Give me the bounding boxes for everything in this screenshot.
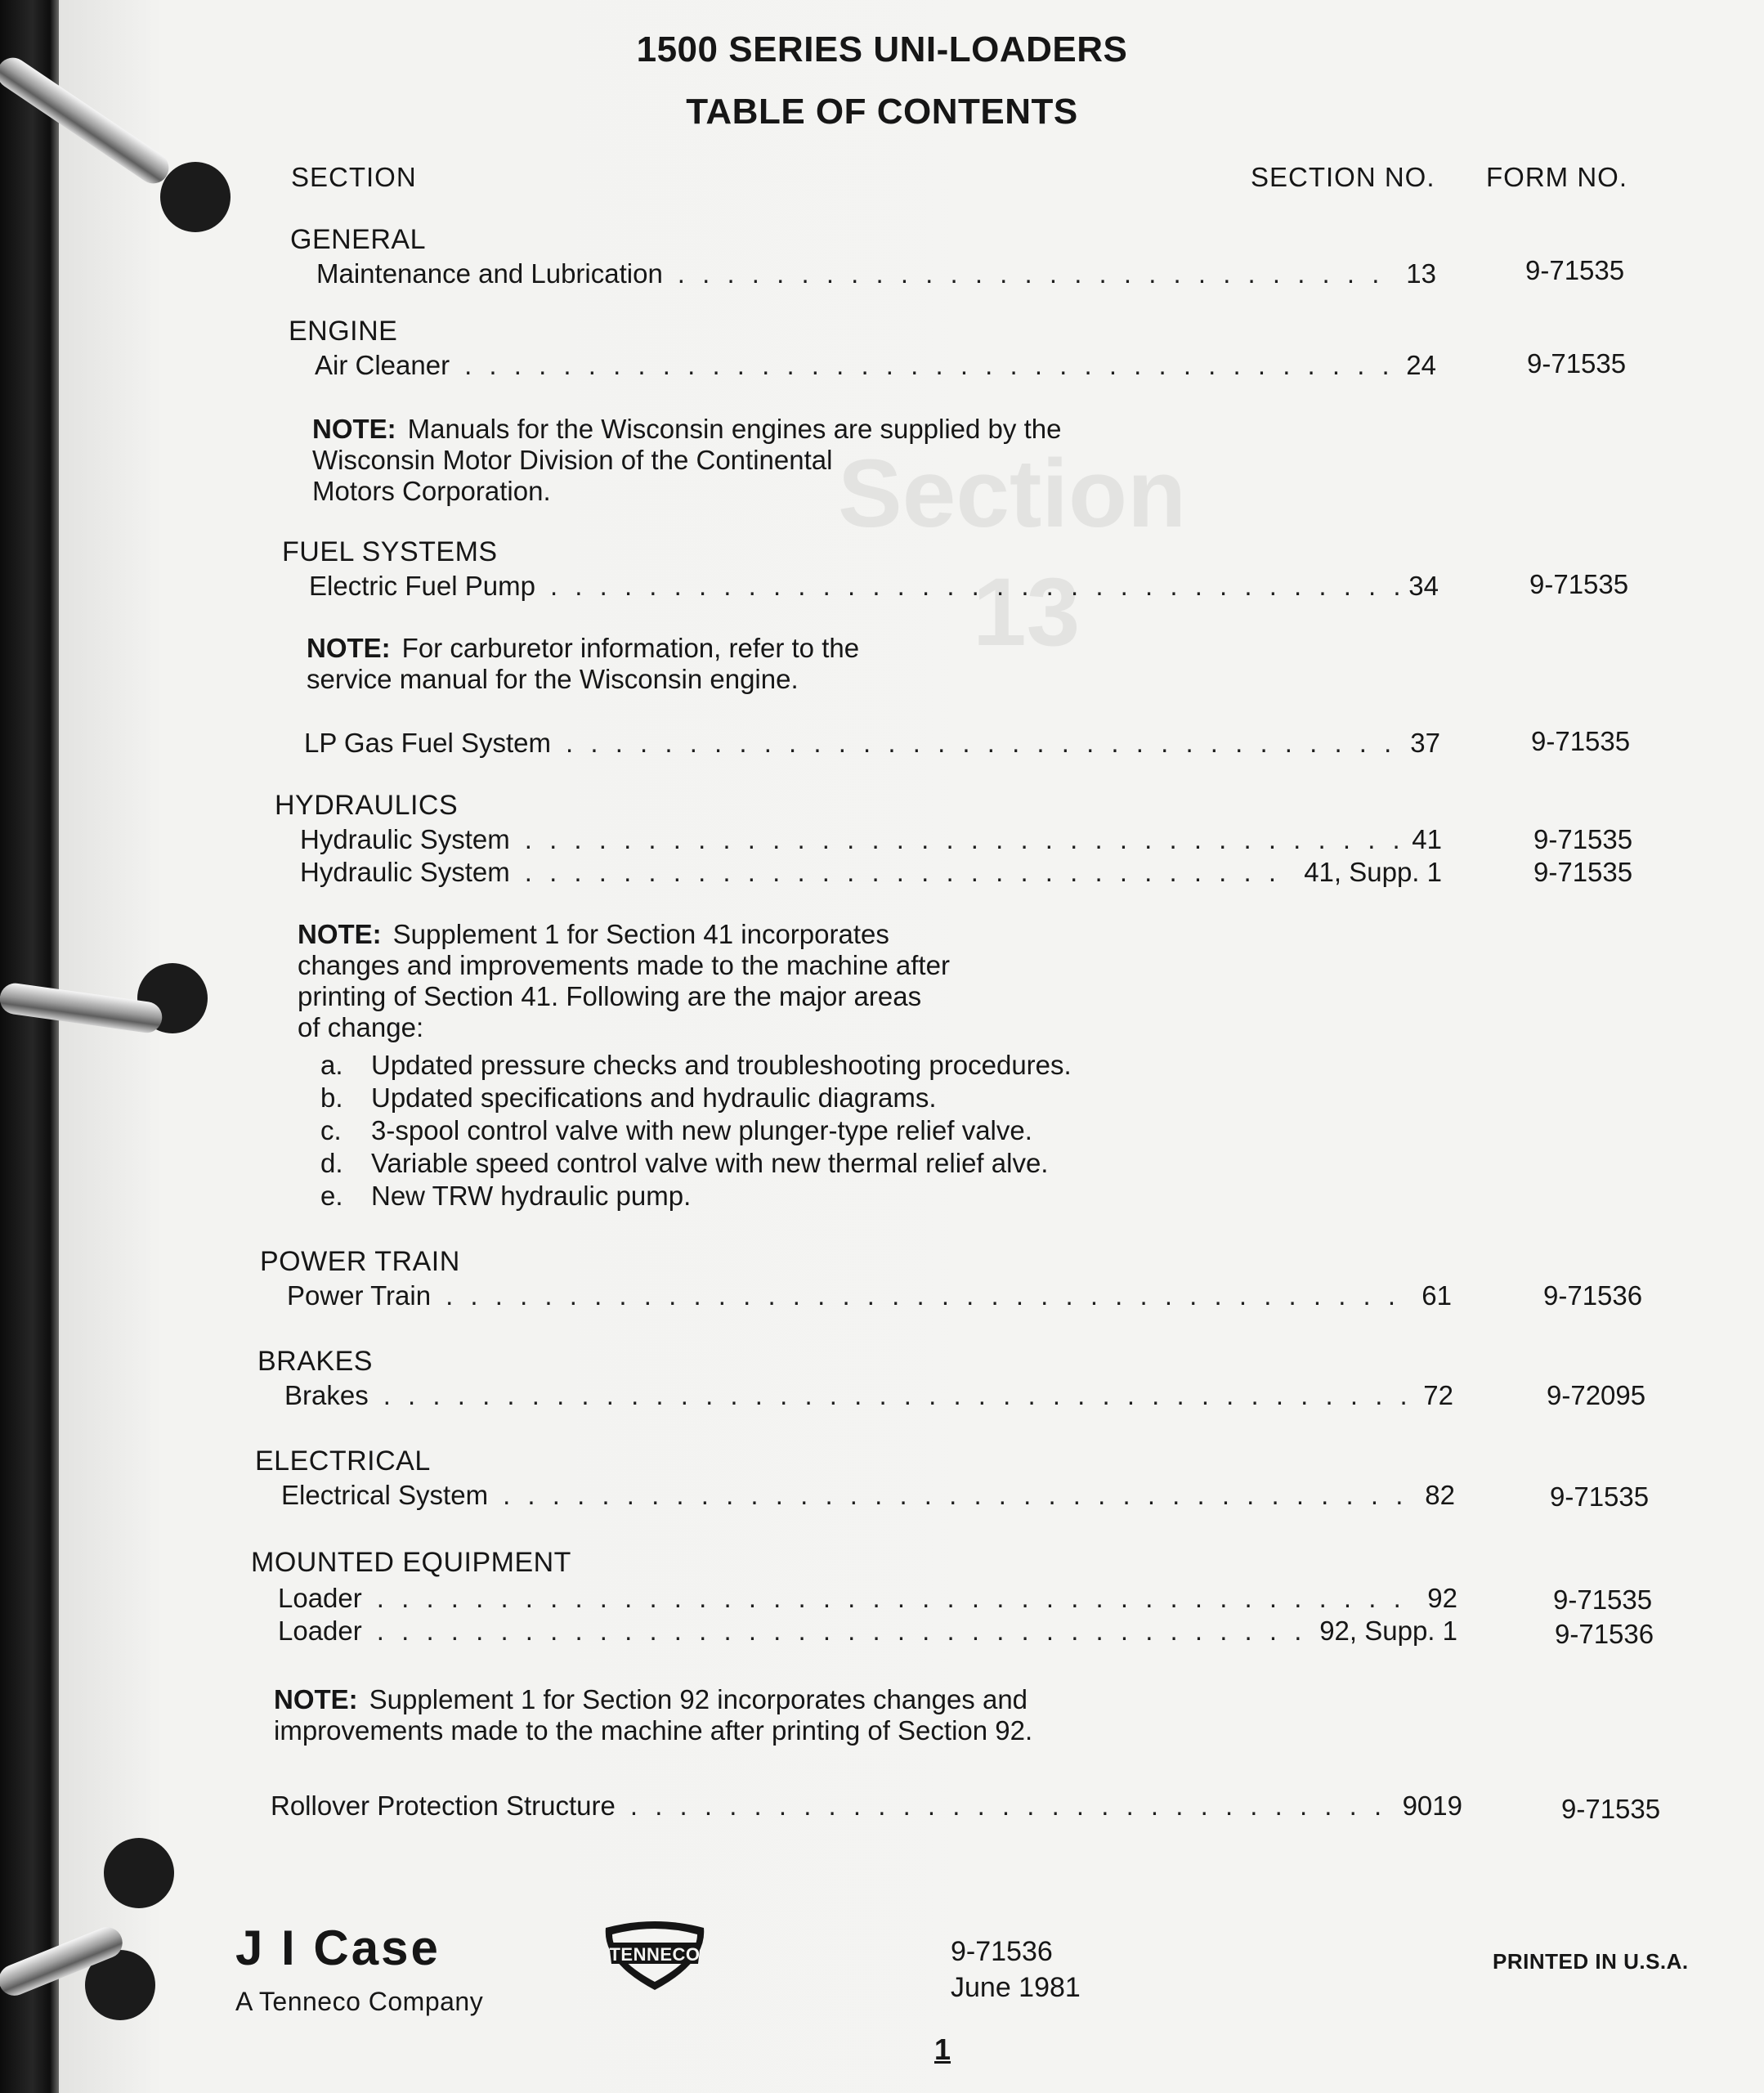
toc-entry [278, 1616, 1457, 1647]
document-title: 1500 SERIES UNI-LOADERS [636, 29, 1128, 69]
page-number: 1 [934, 2032, 951, 2066]
toc-entry [271, 1790, 1462, 1822]
column-heading-section: SECTION [291, 162, 417, 192]
leader-dots [377, 1616, 1310, 1647]
entry-form-no: 9-71535 [1561, 1794, 1661, 1824]
entry-form-no: 9-71535 [1553, 1584, 1653, 1615]
category-heading: GENERAL [290, 224, 426, 255]
entry-form-no: 9-71536 [1555, 1619, 1654, 1649]
list-text: New TRW hydraulic pump. [371, 1181, 692, 1211]
toc-entry [304, 728, 1440, 759]
list-item [320, 1180, 1072, 1212]
toc-entry [278, 1583, 1457, 1614]
note-text: of change: [298, 1012, 424, 1042]
entry-label: Loader [278, 1583, 362, 1613]
company-logo: J I Case [235, 1920, 441, 1975]
category-heading: MOUNTED EQUIPMENT [251, 1547, 571, 1578]
toc-entry [300, 824, 1442, 855]
entry-form-no: 9-71535 [1529, 569, 1629, 599]
entry-section-no: 41 [1412, 824, 1442, 854]
note-text: Supplement 1 for Section 41 incorporates [392, 919, 889, 949]
list-marker: e. [320, 1181, 343, 1211]
note-text: Manuals for the Wisconsin engines are supplied by the [407, 414, 1062, 444]
entry-section-no: 92, Supp. 1 [1319, 1616, 1457, 1646]
list-item [320, 1049, 1072, 1082]
note-text: Motors Corporation. [312, 476, 551, 506]
entry-form-no: 9-71535 [1531, 726, 1631, 756]
engine-note [312, 414, 1061, 507]
entry-form-no: 9-71536 [1543, 1280, 1643, 1311]
list-marker: c. [320, 1115, 342, 1145]
leader-dots [678, 258, 1396, 289]
leader-dots [550, 571, 1399, 602]
category-heading: POWER TRAIN [260, 1246, 460, 1277]
note-text: service manual for the Wisconsin engine. [307, 664, 799, 694]
leader-dots [503, 1480, 1415, 1511]
entry-section-no: 9019 [1402, 1790, 1462, 1821]
show-through-text: Section [838, 440, 1187, 548]
note-label: NOTE: [312, 414, 396, 444]
entry-section-no: 92 [1427, 1583, 1457, 1613]
category-heading: HYDRAULICS [275, 790, 459, 821]
entry-section-no: 13 [1406, 258, 1436, 289]
entry-form-no: 9-71535 [1533, 857, 1633, 887]
leader-dots [525, 857, 1294, 888]
entry-form-no: 9-71535 [1527, 348, 1627, 379]
entry-label: Hydraulic System [300, 824, 510, 854]
list-marker: d. [320, 1148, 343, 1178]
entry-label: Maintenance and Lubrication [316, 258, 663, 289]
show-through-text: 13 [973, 558, 1081, 666]
category-heading: ENGINE [289, 316, 398, 347]
document-page [59, 0, 1764, 2093]
entry-form-no: 9-72095 [1547, 1380, 1646, 1410]
entry-form-no: 9-71535 [1525, 255, 1625, 285]
footer-form-number: 9-71536 [951, 1936, 1053, 1967]
entry-section-no: 61 [1421, 1280, 1452, 1311]
entry-label: Electrical System [281, 1480, 489, 1510]
entry-label: Rollover Protection Structure [271, 1790, 616, 1821]
leader-dots [383, 1380, 1414, 1411]
list-text: Updated pressure checks and troubleshooting procedures. [371, 1050, 1072, 1080]
entry-label: LP Gas Fuel System [304, 728, 552, 758]
entry-section-no: 24 [1406, 350, 1436, 380]
entry-label: Loader [278, 1616, 362, 1646]
mounted-note [274, 1684, 1032, 1746]
leader-dots [525, 824, 1403, 855]
entry-section-no: 72 [1423, 1380, 1453, 1410]
entry-label: Electric Fuel Pump [309, 571, 535, 601]
toc-entry [281, 1480, 1455, 1511]
entry-form-no: 9-71535 [1533, 824, 1633, 854]
entry-form-no: 9-71535 [1550, 1481, 1650, 1512]
column-heading-form-no: FORM NO. [1486, 162, 1627, 192]
change-list [320, 1049, 1072, 1212]
category-heading: FUEL SYSTEMS [282, 536, 498, 567]
entry-label: Air Cleaner [315, 350, 450, 380]
note-text: For carburetor information, refer to the [401, 633, 860, 663]
entry-section-no: 37 [1410, 728, 1440, 758]
fuel-note [307, 633, 859, 695]
binder-spine [0, 0, 59, 2093]
note-label: NOTE: [298, 919, 382, 949]
leader-dots [566, 728, 1400, 759]
entry-section-no: 34 [1408, 571, 1439, 601]
note-text: changes and improvements made to the machine after [298, 950, 950, 980]
entry-label: Brakes [284, 1380, 369, 1410]
printed-in-usa: PRINTED IN U.S.A. [1493, 1949, 1689, 1974]
toc-entry [287, 1280, 1452, 1311]
entry-label: Power Train [287, 1280, 432, 1311]
list-text: Variable speed control valve with new thermal relief alve. [371, 1148, 1049, 1178]
note-text: printing of Section 41. Following are the major areas [298, 981, 922, 1011]
entry-section-no: 41, Supp. 1 [1304, 857, 1442, 887]
leader-dots [630, 1790, 1393, 1822]
company-tagline: A Tenneco Company [235, 1987, 484, 2016]
note-label: NOTE: [274, 1684, 358, 1714]
tenneco-logo-text: TENNECO [609, 1944, 701, 1965]
note-text: improvements made to the machine after printing of Section 92. [274, 1715, 1033, 1746]
list-item [320, 1082, 1072, 1114]
note-label: NOTE: [307, 633, 391, 663]
leader-dots [377, 1583, 1418, 1614]
entry-label: Hydraulic System [300, 857, 510, 887]
note-text: Supplement 1 for Section 92 incorporates changes and [369, 1684, 1028, 1714]
list-item [320, 1114, 1072, 1147]
toc-entry [309, 571, 1439, 602]
category-heading: ELECTRICAL [255, 1445, 431, 1477]
column-heading-section-no: SECTION NO. [1251, 162, 1435, 192]
binder-hole [160, 162, 231, 232]
toc-entry [316, 258, 1436, 289]
note-text: Wisconsin Motor Division of the Continental [312, 445, 833, 475]
list-text: 3-spool control valve with new plunger-type relief valve. [371, 1115, 1032, 1145]
category-heading: BRAKES [257, 1346, 373, 1377]
toc-entry [315, 350, 1436, 381]
footer-date: June 1981 [951, 1972, 1081, 2003]
list-marker: b. [320, 1082, 343, 1113]
list-item [320, 1147, 1072, 1180]
leader-dots [445, 1280, 1412, 1311]
entry-section-no: 82 [1425, 1480, 1455, 1510]
tenneco-logo [601, 1920, 709, 1993]
toc-entry [284, 1380, 1453, 1411]
hydraulics-note [298, 919, 950, 1043]
list-marker: a. [320, 1050, 343, 1080]
binder-hole [104, 1838, 174, 1908]
document-subtitle: TABLE OF CONTENTS [686, 92, 1078, 132]
list-text: Updated specifications and hydraulic diagrams. [371, 1082, 937, 1113]
toc-entry [300, 857, 1442, 888]
leader-dots [464, 350, 1396, 381]
